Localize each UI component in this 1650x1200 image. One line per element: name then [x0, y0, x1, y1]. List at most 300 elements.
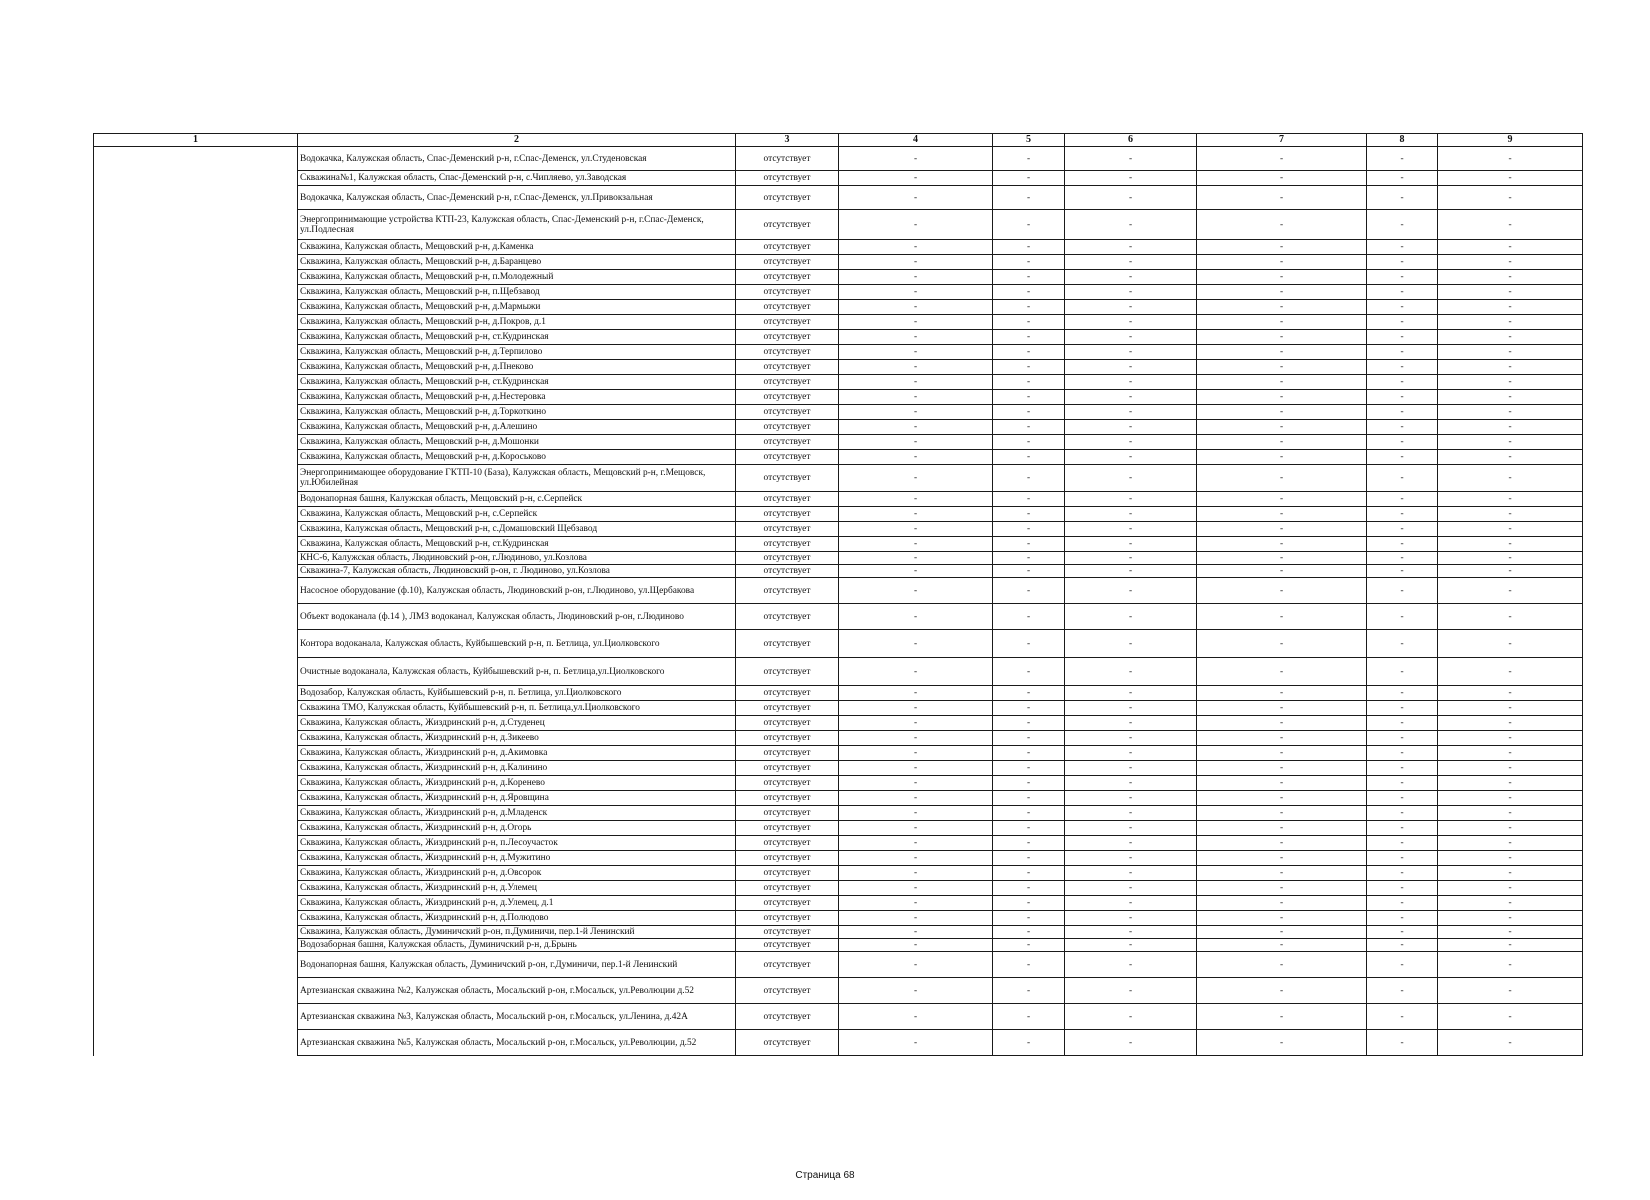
col1-cell — [94, 147, 298, 171]
col1-cell — [94, 507, 298, 522]
status-cell: отсутствует — [736, 746, 839, 761]
dash-cell: - — [993, 978, 1065, 1004]
dash-cell: - — [1367, 285, 1438, 300]
col1-cell — [94, 1004, 298, 1030]
col1-cell — [94, 240, 298, 255]
object-name-cell: Скважина, Калужская область, Жиздринский р-н, д.Улемец, д.1 — [298, 896, 736, 911]
table-row — [94, 776, 1583, 791]
col1-cell — [94, 255, 298, 270]
dash-cell: - — [1438, 952, 1583, 978]
table-row — [94, 565, 1583, 578]
dash-cell: - — [993, 360, 1065, 375]
dash-cell: - — [1065, 836, 1197, 851]
dash-cell: - — [1197, 186, 1367, 210]
status-cell: отсутствует — [736, 896, 839, 911]
dash-cell: - — [1065, 492, 1197, 507]
table-row — [94, 270, 1583, 285]
table-row — [94, 866, 1583, 881]
col1-cell — [94, 420, 298, 435]
status-cell: отсутствует — [736, 604, 839, 630]
dash-cell: - — [1438, 731, 1583, 746]
dash-cell: - — [1367, 270, 1438, 285]
dash-cell: - — [839, 450, 993, 465]
table-row — [94, 836, 1583, 851]
dash-cell: - — [839, 465, 993, 492]
dash-cell: - — [993, 345, 1065, 360]
col1-cell — [94, 345, 298, 360]
dash-cell: - — [1438, 345, 1583, 360]
data-table — [93, 133, 1583, 1056]
header-col-4: 4 — [839, 134, 993, 147]
dash-cell: - — [839, 330, 993, 345]
dash-cell: - — [1367, 746, 1438, 761]
dash-cell: - — [839, 836, 993, 851]
dash-cell: - — [839, 375, 993, 390]
dash-cell: - — [1197, 806, 1367, 821]
dash-cell: - — [1065, 210, 1197, 240]
dash-cell: - — [1367, 345, 1438, 360]
table-row — [94, 300, 1583, 315]
dash-cell: - — [1367, 866, 1438, 881]
dash-cell: - — [1065, 255, 1197, 270]
table-row — [94, 360, 1583, 375]
dash-cell: - — [1367, 565, 1438, 578]
status-cell: отсутствует — [736, 1030, 839, 1056]
status-cell: отсутствует — [736, 330, 839, 345]
dash-cell: - — [839, 360, 993, 375]
dash-cell: - — [1065, 926, 1197, 939]
dash-cell: - — [1438, 315, 1583, 330]
dash-cell: - — [1197, 939, 1367, 952]
dash-cell: - — [1065, 390, 1197, 405]
dash-cell: - — [1438, 716, 1583, 731]
dash-cell: - — [993, 435, 1065, 450]
table-row — [94, 240, 1583, 255]
dash-cell: - — [1367, 978, 1438, 1004]
dash-cell: - — [993, 147, 1065, 171]
dash-cell: - — [1197, 716, 1367, 731]
dash-cell: - — [993, 465, 1065, 492]
table-row — [94, 435, 1583, 450]
dash-cell: - — [993, 746, 1065, 761]
col1-cell — [94, 604, 298, 630]
dash-cell: - — [839, 405, 993, 420]
col1-cell — [94, 978, 298, 1004]
status-cell: отсутствует — [736, 716, 839, 731]
dash-cell: - — [839, 270, 993, 285]
dash-cell: - — [1367, 330, 1438, 345]
col1-cell — [94, 926, 298, 939]
dash-cell: - — [993, 171, 1065, 186]
col1-cell — [94, 315, 298, 330]
dash-cell: - — [1367, 552, 1438, 565]
dash-cell: - — [1065, 851, 1197, 866]
status-cell: отсутствует — [736, 270, 839, 285]
dash-cell: - — [993, 210, 1065, 240]
dash-cell: - — [1438, 701, 1583, 716]
status-cell: отсутствует — [736, 565, 839, 578]
dash-cell: - — [1367, 507, 1438, 522]
header-col-6: 6 — [1065, 134, 1197, 147]
dash-cell: - — [1438, 791, 1583, 806]
object-name-cell: Скважина, Калужская область, Мещовский р-н, ст.Кудринская — [298, 537, 736, 552]
table-row — [94, 255, 1583, 270]
dash-cell: - — [1438, 978, 1583, 1004]
dash-cell: - — [993, 492, 1065, 507]
dash-cell: - — [1065, 978, 1197, 1004]
dash-cell: - — [1065, 881, 1197, 896]
object-name-cell: Скважина, Калужская область, Мещовский р-н, д.Мошонки — [298, 435, 736, 450]
status-cell: отсутствует — [736, 686, 839, 701]
dash-cell: - — [839, 881, 993, 896]
dash-cell: - — [1065, 300, 1197, 315]
dash-cell: - — [1197, 911, 1367, 926]
page-number: Страница 68 — [795, 1170, 855, 1181]
dash-cell: - — [1197, 450, 1367, 465]
dash-cell: - — [1065, 147, 1197, 171]
dash-cell: - — [1367, 1030, 1438, 1056]
dash-cell: - — [1367, 578, 1438, 604]
dash-cell: - — [1065, 552, 1197, 565]
dash-cell: - — [1065, 345, 1197, 360]
object-name-cell: Скважина№1, Калужская область, Спас-Деменский р-н, с.Чипляево, ул.Заводская — [298, 171, 736, 186]
dash-cell: - — [839, 746, 993, 761]
dash-cell: - — [1197, 210, 1367, 240]
status-cell: отсутствует — [736, 776, 839, 791]
dash-cell: - — [1367, 360, 1438, 375]
object-name-cell: Артезианская скважина №2, Калужская область, Мосальский р-он, г.Мосальск, ул.Революции д.52 — [298, 978, 736, 1004]
col1-cell — [94, 791, 298, 806]
dash-cell: - — [839, 522, 993, 537]
dash-cell: - — [1197, 731, 1367, 746]
status-cell: отсутствует — [736, 537, 839, 552]
col1-cell — [94, 686, 298, 701]
dash-cell: - — [839, 630, 993, 658]
dash-cell: - — [1438, 881, 1583, 896]
dash-cell: - — [1438, 896, 1583, 911]
object-name-cell: Скважина, Калужская область, Жиздринский р-н, д.Акимовка — [298, 746, 736, 761]
dash-cell: - — [1197, 1030, 1367, 1056]
object-name-cell: Скважина, Калужская область, Мещовский р-н, д.Нестеровка — [298, 390, 736, 405]
dash-cell: - — [1065, 465, 1197, 492]
dash-cell: - — [1197, 171, 1367, 186]
dash-cell: - — [993, 952, 1065, 978]
dash-cell: - — [1197, 881, 1367, 896]
dash-cell: - — [839, 1030, 993, 1056]
dash-cell: - — [1197, 658, 1367, 686]
col1-cell — [94, 405, 298, 420]
object-name-cell: Скважина, Калужская область, Мещовский р-н, ст.Кудринская — [298, 375, 736, 390]
status-cell: отсутствует — [736, 761, 839, 776]
dash-cell: - — [1367, 701, 1438, 716]
status-cell: отсутствует — [736, 210, 839, 240]
status-cell: отсутствует — [736, 791, 839, 806]
object-name-cell: Скважина, Калужская область, Жиздринский р-н, д.Младенск — [298, 806, 736, 821]
dash-cell: - — [993, 375, 1065, 390]
dash-cell: - — [839, 926, 993, 939]
dash-cell: - — [1367, 658, 1438, 686]
object-name-cell: Скважина-7, Калужская область, Людиновский р-он, г. Людиново, ул.Козлова — [298, 565, 736, 578]
dash-cell: - — [993, 522, 1065, 537]
dash-cell: - — [839, 791, 993, 806]
status-cell: отсутствует — [736, 578, 839, 604]
col1-cell — [94, 375, 298, 390]
col1-cell — [94, 171, 298, 186]
table-row — [94, 537, 1583, 552]
object-name-cell: Скважина, Калужская область, Жиздринский р-н, д.Студенец — [298, 716, 736, 731]
object-name-cell: Скважина, Калужская область, Жиздринский р-н, д.Овсорок — [298, 866, 736, 881]
dash-cell: - — [993, 939, 1065, 952]
dash-cell: - — [1197, 686, 1367, 701]
status-cell: отсутствует — [736, 186, 839, 210]
dash-cell: - — [1438, 330, 1583, 345]
header-col-8: 8 — [1367, 134, 1438, 147]
dash-cell: - — [839, 716, 993, 731]
dash-cell: - — [1197, 578, 1367, 604]
dash-cell: - — [1065, 630, 1197, 658]
status-cell: отсутствует — [736, 630, 839, 658]
dash-cell: - — [1197, 270, 1367, 285]
col1-cell — [94, 465, 298, 492]
dash-cell: - — [1065, 270, 1197, 285]
dash-cell: - — [1438, 255, 1583, 270]
object-name-cell: Скважина, Калужская область, Мещовский р-н, п.Щебзавод — [298, 285, 736, 300]
header-col-9: 9 — [1438, 134, 1583, 147]
table-row — [94, 604, 1583, 630]
dash-cell: - — [993, 776, 1065, 791]
dash-cell: - — [1438, 578, 1583, 604]
col1-cell — [94, 952, 298, 978]
status-cell: отсутствует — [736, 952, 839, 978]
col1-cell — [94, 492, 298, 507]
object-name-cell: Скважина, Калужская область, Мещовский р-н, д.Покров, д.1 — [298, 315, 736, 330]
dash-cell: - — [1197, 836, 1367, 851]
dash-cell: - — [1065, 896, 1197, 911]
table-body — [94, 147, 1583, 1056]
status-cell: отсутствует — [736, 552, 839, 565]
table-row — [94, 1004, 1583, 1030]
col1-cell — [94, 1030, 298, 1056]
dash-cell: - — [1197, 300, 1367, 315]
col1-cell — [94, 881, 298, 896]
dash-cell: - — [993, 911, 1065, 926]
dash-cell: - — [1438, 435, 1583, 450]
dash-cell: - — [839, 604, 993, 630]
dash-cell: - — [993, 390, 1065, 405]
status-cell: отсутствует — [736, 507, 839, 522]
dash-cell: - — [1065, 731, 1197, 746]
dash-cell: - — [839, 911, 993, 926]
dash-cell: - — [993, 866, 1065, 881]
status-cell: отсутствует — [736, 881, 839, 896]
table-row — [94, 405, 1583, 420]
col1-cell — [94, 360, 298, 375]
table-row — [94, 821, 1583, 836]
dash-cell: - — [1367, 791, 1438, 806]
dash-cell: - — [1197, 821, 1367, 836]
header-col-5: 5 — [993, 134, 1065, 147]
dash-cell: - — [1197, 522, 1367, 537]
dash-cell: - — [1438, 537, 1583, 552]
dash-cell: - — [993, 701, 1065, 716]
dash-cell: - — [1438, 1030, 1583, 1056]
status-cell: отсутствует — [736, 171, 839, 186]
object-name-cell: Водонапорная башня, Калужская область, Думиничский р-он, г.Думиничи, пер.1-й Ленинский — [298, 952, 736, 978]
dash-cell: - — [1367, 731, 1438, 746]
table-row — [94, 522, 1583, 537]
dash-cell: - — [1438, 465, 1583, 492]
dash-cell: - — [1367, 420, 1438, 435]
table-row — [94, 806, 1583, 821]
object-name-cell: Скважина, Калужская область, Мещовский р-н, д.Короськово — [298, 450, 736, 465]
dash-cell: - — [1197, 866, 1367, 881]
dash-cell: - — [1438, 658, 1583, 686]
dash-cell: - — [1367, 186, 1438, 210]
dash-cell: - — [1065, 952, 1197, 978]
dash-cell: - — [839, 537, 993, 552]
dash-cell: - — [1438, 240, 1583, 255]
table-row — [94, 896, 1583, 911]
dash-cell: - — [839, 240, 993, 255]
table-row — [94, 390, 1583, 405]
table-row — [94, 761, 1583, 776]
dash-cell: - — [1065, 330, 1197, 345]
dash-cell: - — [1197, 565, 1367, 578]
status-cell: отсутствует — [736, 147, 839, 171]
col1-cell — [94, 851, 298, 866]
col1-cell — [94, 630, 298, 658]
dash-cell: - — [839, 315, 993, 330]
dash-cell: - — [1438, 565, 1583, 578]
dash-cell: - — [1065, 716, 1197, 731]
dash-cell: - — [993, 630, 1065, 658]
dash-cell: - — [839, 552, 993, 565]
dash-cell: - — [1065, 806, 1197, 821]
dash-cell: - — [839, 300, 993, 315]
dash-cell: - — [1197, 746, 1367, 761]
col1-cell — [94, 761, 298, 776]
dash-cell: - — [1197, 701, 1367, 716]
dash-cell: - — [993, 896, 1065, 911]
dash-cell: - — [1065, 866, 1197, 881]
dash-cell: - — [1367, 390, 1438, 405]
dash-cell: - — [1367, 435, 1438, 450]
header-col-1: 1 — [94, 134, 298, 147]
dash-cell: - — [1065, 522, 1197, 537]
status-cell: отсутствует — [736, 806, 839, 821]
dash-cell: - — [1438, 450, 1583, 465]
dash-cell: - — [839, 978, 993, 1004]
object-name-cell: Скважина, Калужская область, Мещовский р-н, д.Торкоткино — [298, 405, 736, 420]
dash-cell: - — [839, 435, 993, 450]
dash-cell: - — [1438, 186, 1583, 210]
status-cell: отсутствует — [736, 435, 839, 450]
table-row — [94, 791, 1583, 806]
dash-cell: - — [993, 731, 1065, 746]
dash-cell: - — [839, 210, 993, 240]
table-row — [94, 507, 1583, 522]
dash-cell: - — [1367, 926, 1438, 939]
dash-cell: - — [1065, 911, 1197, 926]
object-name-cell: Водокачка, Калужская область, Спас-Деменский р-н, г.Спас-Деменск, ул.Студеновская — [298, 147, 736, 171]
dash-cell: - — [839, 147, 993, 171]
dash-cell: - — [839, 171, 993, 186]
object-name-cell: Скважина, Калужская область, Мещовский р-н, ст.Кудринская — [298, 330, 736, 345]
object-name-cell: Скважина, Калужская область, Жиздринский р-н, д.Улемец — [298, 881, 736, 896]
dash-cell: - — [1065, 285, 1197, 300]
dash-cell: - — [1197, 492, 1367, 507]
dash-cell: - — [1438, 939, 1583, 952]
dash-cell: - — [1065, 450, 1197, 465]
dash-cell: - — [1367, 911, 1438, 926]
dash-cell: - — [1367, 300, 1438, 315]
dash-cell: - — [993, 604, 1065, 630]
col1-cell — [94, 450, 298, 465]
dash-cell: - — [1367, 806, 1438, 821]
object-name-cell: Скважина, Калужская область, Жиздринский р-н, д.Яровщина — [298, 791, 736, 806]
dash-cell: - — [1197, 330, 1367, 345]
object-name-cell: Водозабор, Калужская область, Куйбышевский р-н, п. Бетлица, ул.Циолковского — [298, 686, 736, 701]
dash-cell: - — [1438, 926, 1583, 939]
dash-cell: - — [993, 255, 1065, 270]
dash-cell: - — [839, 658, 993, 686]
dash-cell: - — [1438, 630, 1583, 658]
dash-cell: - — [993, 420, 1065, 435]
dash-cell: - — [1065, 686, 1197, 701]
dash-cell: - — [1367, 1004, 1438, 1030]
col1-cell — [94, 285, 298, 300]
status-cell: отсутствует — [736, 851, 839, 866]
header-row — [94, 134, 1583, 147]
header-col-7: 7 — [1197, 134, 1367, 147]
col1-cell — [94, 330, 298, 345]
table-row — [94, 147, 1583, 171]
col1-cell — [94, 300, 298, 315]
dash-cell: - — [1065, 701, 1197, 716]
table-row — [94, 716, 1583, 731]
dash-cell: - — [1065, 240, 1197, 255]
dash-cell: - — [1197, 952, 1367, 978]
status-cell: отсутствует — [736, 450, 839, 465]
object-name-cell: Артезианская скважина №3, Калужская область, Мосальский р-он, г.Мосальск, ул.Ленина, д.42А — [298, 1004, 736, 1030]
col1-cell — [94, 896, 298, 911]
dash-cell: - — [1197, 776, 1367, 791]
dash-cell: - — [993, 537, 1065, 552]
dash-cell: - — [839, 701, 993, 716]
dash-cell: - — [1438, 147, 1583, 171]
table-row — [94, 939, 1583, 952]
dash-cell: - — [1367, 450, 1438, 465]
dash-cell: - — [839, 851, 993, 866]
dash-cell: - — [839, 731, 993, 746]
dash-cell: - — [1438, 492, 1583, 507]
dash-cell: - — [1065, 375, 1197, 390]
dash-cell: - — [1438, 821, 1583, 836]
dash-cell: - — [993, 821, 1065, 836]
object-name-cell: Скважина, Калужская область, Жиздринский р-н, д.Зикеево — [298, 731, 736, 746]
dash-cell: - — [1438, 776, 1583, 791]
object-name-cell: КНС-6, Калужская область, Людиновский р-он, г.Людиново, ул.Козлова — [298, 552, 736, 565]
col1-cell — [94, 270, 298, 285]
dash-cell: - — [1065, 1030, 1197, 1056]
dash-cell: - — [1197, 896, 1367, 911]
dash-cell: - — [993, 552, 1065, 565]
status-cell: отсутствует — [736, 360, 839, 375]
object-name-cell: Скважина, Калужская область, Мещовский р-н, д.Терпилово — [298, 345, 736, 360]
dash-cell: - — [993, 1004, 1065, 1030]
dash-cell: - — [1438, 405, 1583, 420]
status-cell: отсутствует — [736, 240, 839, 255]
